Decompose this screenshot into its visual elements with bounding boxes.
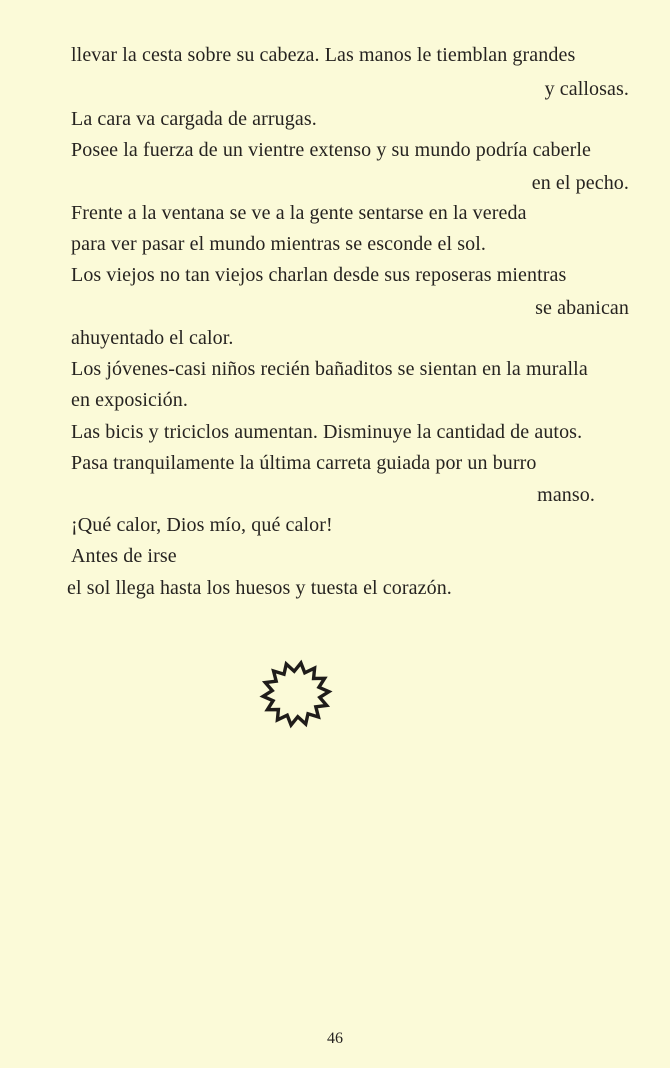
- sun-ornament-icon: [257, 658, 335, 730]
- poem-line-7: ahuyentado el calor.: [71, 327, 234, 349]
- poem-line-5: para ver pasar el mundo mientras se esconde el sol.: [71, 233, 486, 255]
- poem-line-6-continued: se abanican: [535, 297, 629, 319]
- poem-line-14: el sol llega hasta los huesos y tuesta el corazón.: [67, 577, 452, 599]
- poem-line-3: Posee la fuerza de un vientre extenso y su mundo podría caberle: [71, 139, 592, 161]
- poem-line-3-continued: en el pecho.: [531, 172, 629, 194]
- poem-line-11-continued: manso.: [537, 484, 595, 506]
- poem-line-2: La cara va cargada de arrugas.: [71, 108, 317, 130]
- poem-line-10: Las bicis y triciclos aumentan. Disminuye la cantidad de autos.: [71, 421, 583, 443]
- poem-line-4: Frente a la ventana se ve a la gente sentarse en la vereda: [71, 202, 527, 224]
- poem-line-9: en exposición.: [71, 389, 188, 411]
- poem-line-1-continued: y callosas.: [544, 78, 629, 100]
- poem-line-11: Pasa tranquilamente la última carreta guiada por un burro: [71, 452, 537, 474]
- poem-line-13: Antes de irse: [71, 545, 177, 567]
- page-number: 46: [327, 1030, 343, 1047]
- poem-line-1: llevar la cesta sobre su cabeza. Las manos le tiemblan grandes: [71, 44, 576, 66]
- poem-line-8: Los jóvenes-casi niños recién bañaditos se sientan en la muralla: [71, 358, 588, 380]
- poem-line-12: ¡Qué calor, Dios mío, qué calor!: [71, 514, 333, 536]
- poem-line-6: Los viejos no tan viejos charlan desde sus reposeras mientras: [71, 264, 567, 286]
